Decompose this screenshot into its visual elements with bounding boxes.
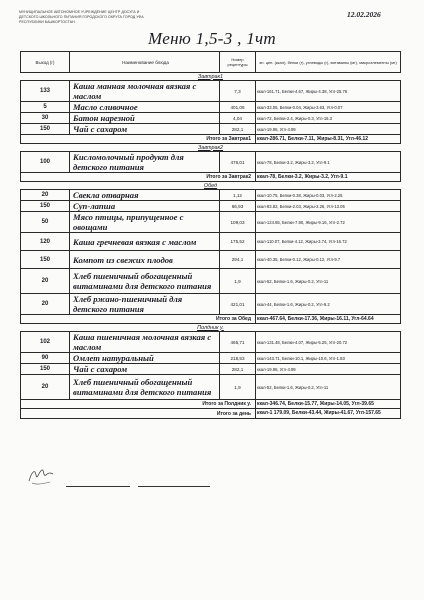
col-header-name: Наименование блюда [70, 52, 220, 73]
dish-name-cell: Каша гречневая вязкая с маслом [70, 233, 220, 251]
day-total-value: ккал-1 179.09, Белки-43.44, Жиры-41.67, Угл-157.65 [256, 409, 401, 419]
output-cell: 133 [21, 81, 70, 102]
dish-name-cell: Суп-лапша [70, 201, 220, 212]
section-header-row [21, 324, 401, 332]
total-label: Итого за Полдник у. [70, 400, 256, 409]
nutrition-cell: ккал-40.35, Белки-0.12, Жиры-0.12, Угл-9.7 [256, 251, 401, 269]
nutrition-cell: ккал-52, Белки-1.6, Жиры-0.2, Угл-11 [256, 375, 401, 400]
recipe-number-cell: 294,1 [220, 251, 256, 269]
total-value: ккал-346.74, Белки-15.77, Жиры-14.05, Угл-39.65 [256, 400, 401, 409]
recipe-number-cell: 465,71 [220, 332, 256, 353]
col-header-output: Выход (г) [21, 52, 70, 73]
table-row [21, 81, 401, 102]
menu-table [20, 51, 401, 419]
section-total-row [21, 315, 401, 324]
output-cell: 30 [21, 113, 70, 124]
table-row [21, 269, 401, 294]
nutrition-cell: ккал-78, Белки-3.2, Жиры-3.2, Угл-9.1 [256, 152, 401, 173]
output-cell: 20 [21, 294, 70, 315]
recipe-number-cell: 7,3 [220, 81, 256, 102]
output-cell: 20 [21, 375, 70, 400]
dish-name-cell: Мясо птицы, припущенное с овощами [70, 212, 220, 233]
table-row [21, 152, 401, 173]
recipe-number-cell: 476,01 [220, 152, 256, 173]
section-total-row [21, 400, 401, 409]
recipe-number-cell: 66,93 [220, 201, 256, 212]
recipe-number-cell: 1,9 [220, 269, 256, 294]
nutrition-cell: ккал-52, Белки-1.6, Жиры-0.2, Угл-11 [256, 269, 401, 294]
col-header-recipe: Номер рецептуры [220, 52, 256, 73]
output-cell: 5 [21, 102, 70, 113]
section-header-row [21, 182, 401, 190]
nutrition-cell: ккал-83.82, Белки-2.03, Жиры-2.26, Угл-13.05 [256, 201, 401, 212]
output-cell: 20 [21, 190, 70, 201]
dish-name-cell: Чай с сахаром [70, 124, 220, 135]
total-label: Итого за Завтрак2 [70, 173, 256, 182]
recipe-number-cell: 4,04 [220, 113, 256, 124]
page-title: Меню 1,5-3 , 1чт [148, 29, 276, 48]
nutrition-cell: ккал-131.48, Белки-4.07, Жиры-5.25, Угл-20.72 [256, 332, 401, 353]
nutrition-cell: ккал-143.71, Белки-10.1, Жиры-10.6, Угл-1.83 [256, 353, 401, 364]
menu-date: 12.02.2026 [347, 10, 381, 19]
section-title: Завтрак2 [197, 144, 224, 151]
dish-name-cell: Каша пшеничная молочная вязкая с маслом [70, 332, 220, 353]
org-line: ДЕТСКОГО ШКОЛЬНОГО ПИТАНИЯ ГОРОДСКОГО ОКРУГА ГОРОД УФА [19, 15, 144, 19]
recipe-number-cell: 401,06 [220, 102, 256, 113]
table-row [21, 212, 401, 233]
dish-name-cell: Батон нарезной [70, 113, 220, 124]
output-cell: 50 [21, 212, 70, 233]
recipe-number-cell: 282,1 [220, 124, 256, 135]
output-cell: 90 [21, 353, 70, 364]
section-title-cell [21, 182, 401, 190]
table-row [21, 332, 401, 353]
total-blank-cell [21, 173, 70, 182]
col-header-nutrition: эн. цен. (ккал), белки (г), углеводы (г), витамины (мг), микроэлементы (мг) [256, 52, 401, 73]
nutrition-cell: ккал-33.05, Белки-0.04, Жиры-3.63, Угл-0.07 [256, 102, 401, 113]
signature [26, 463, 56, 494]
signature-scribble-icon [26, 463, 56, 489]
output-cell: 100 [21, 152, 70, 173]
nutrition-cell: ккал-161.71, Белки-4.67, Жиры-4.38, Угл-25.76 [256, 81, 401, 102]
nutrition-cell: ккал-19.95, Угл-4.99 [256, 124, 401, 135]
section-title: Завтрак1 [197, 73, 224, 80]
section-title-cell [21, 144, 401, 152]
section-header-row [21, 144, 401, 152]
dish-name-cell: Хлеб пшеничный обогащенный витаминами для детского питания [70, 375, 220, 400]
table-row [21, 102, 401, 113]
table-row [21, 124, 401, 135]
nutrition-cell: ккал-124.65, Белки-7.90, Жиры-9.16, Угл-2.72 [256, 212, 401, 233]
section-title: Полдник у. [197, 324, 224, 331]
section-title-cell [21, 73, 401, 81]
table-row [21, 375, 401, 400]
section-title-cell [21, 324, 401, 332]
total-value: ккал-467.64, Белки-17.36, Жиры-16.11, Угл-64.64 [256, 315, 401, 324]
nutrition-cell: ккал-10.75, Белки-0.38, Жиры-0.03, Угл-2.25 [256, 190, 401, 201]
total-value: ккал-78, Белки-3.2, Жиры-3.2, Угл-9.1 [256, 173, 401, 182]
menu-body [21, 73, 401, 419]
recipe-number-cell: 1,12 [220, 190, 256, 201]
table-row [21, 364, 401, 375]
recipe-number-cell: 218,53 [220, 353, 256, 364]
dish-name-cell: Чай с сахаром [70, 364, 220, 375]
output-cell: 120 [21, 233, 70, 251]
total-blank-cell [21, 135, 70, 144]
total-value: ккал-286.71, Белки-7.11, Жиры-8.31, Угл-46.12 [256, 135, 401, 144]
section-total-row [21, 173, 401, 182]
section-total-row [21, 135, 401, 144]
dish-name-cell: Хлеб пшеничный обогащенный витаминами для детского питания [70, 269, 220, 294]
dish-name-cell: Хлеб ржано-пшеничный для детского питания [70, 294, 220, 315]
org-line: РЕСПУБЛИКИ БАШКОРТОСТАН [19, 20, 75, 24]
output-cell: 150 [21, 124, 70, 135]
nutrition-cell: ккал-19.95, Угл-4.99 [256, 364, 401, 375]
table-row [21, 251, 401, 269]
recipe-number-cell: 109,03 [220, 212, 256, 233]
output-cell: 150 [21, 201, 70, 212]
total-label: Итого за Завтрак1 [70, 135, 256, 144]
table-row [21, 353, 401, 364]
dish-name-cell: Кисломолочный продукт для детского питания [70, 152, 220, 173]
dish-name-cell: Компот из свежих плодов [70, 251, 220, 269]
dish-name-cell: Свекла отварная [70, 190, 220, 201]
org-line: МУНИЦИПАЛЬНОЕ АВТОНОМНОЕ УЧРЕЖДЕНИЕ ЦЕНТР ДОСУГА И [19, 10, 140, 14]
section-header-row [21, 73, 401, 81]
table-header-row [21, 52, 401, 73]
dish-name-cell: Омлет натуральный [70, 353, 220, 364]
output-cell: 20 [21, 269, 70, 294]
organization-name [19, 10, 319, 25]
recipe-number-cell: 282,1 [220, 364, 256, 375]
recipe-number-cell: 421,01 [220, 294, 256, 315]
dish-name-cell: Масло сливочное [70, 102, 220, 113]
table-row [21, 190, 401, 201]
total-blank-cell [21, 409, 70, 419]
total-label: Итого за Обед [70, 315, 256, 324]
recipe-number-cell: 175,52 [220, 233, 256, 251]
output-cell: 102 [21, 332, 70, 353]
signature-line [138, 486, 210, 487]
table-row [21, 233, 401, 251]
table-row [21, 113, 401, 124]
recipe-number-cell: 1,9 [220, 375, 256, 400]
table-row [21, 201, 401, 212]
dish-name-cell: Каша манная молочная вязкая с маслом [70, 81, 220, 102]
day-total-row [21, 409, 401, 419]
signature-line [66, 486, 130, 487]
section-title: Обед [203, 182, 218, 189]
output-cell: 150 [21, 251, 70, 269]
nutrition-cell: ккал-72, Белки-2.4, Жиры-0.3, Угл-15.3 [256, 113, 401, 124]
nutrition-cell: ккал-44, Белки-1.6, Жиры-0.2, Угл-9.2 [256, 294, 401, 315]
total-blank-cell [21, 315, 70, 324]
day-total-label: Итого за день [70, 409, 256, 419]
total-blank-cell [21, 400, 70, 409]
nutrition-cell: ккал-110.07, Белки-4.12, Жиры-3.74, Угл-16.72 [256, 233, 401, 251]
output-cell: 150 [21, 364, 70, 375]
table-row [21, 294, 401, 315]
